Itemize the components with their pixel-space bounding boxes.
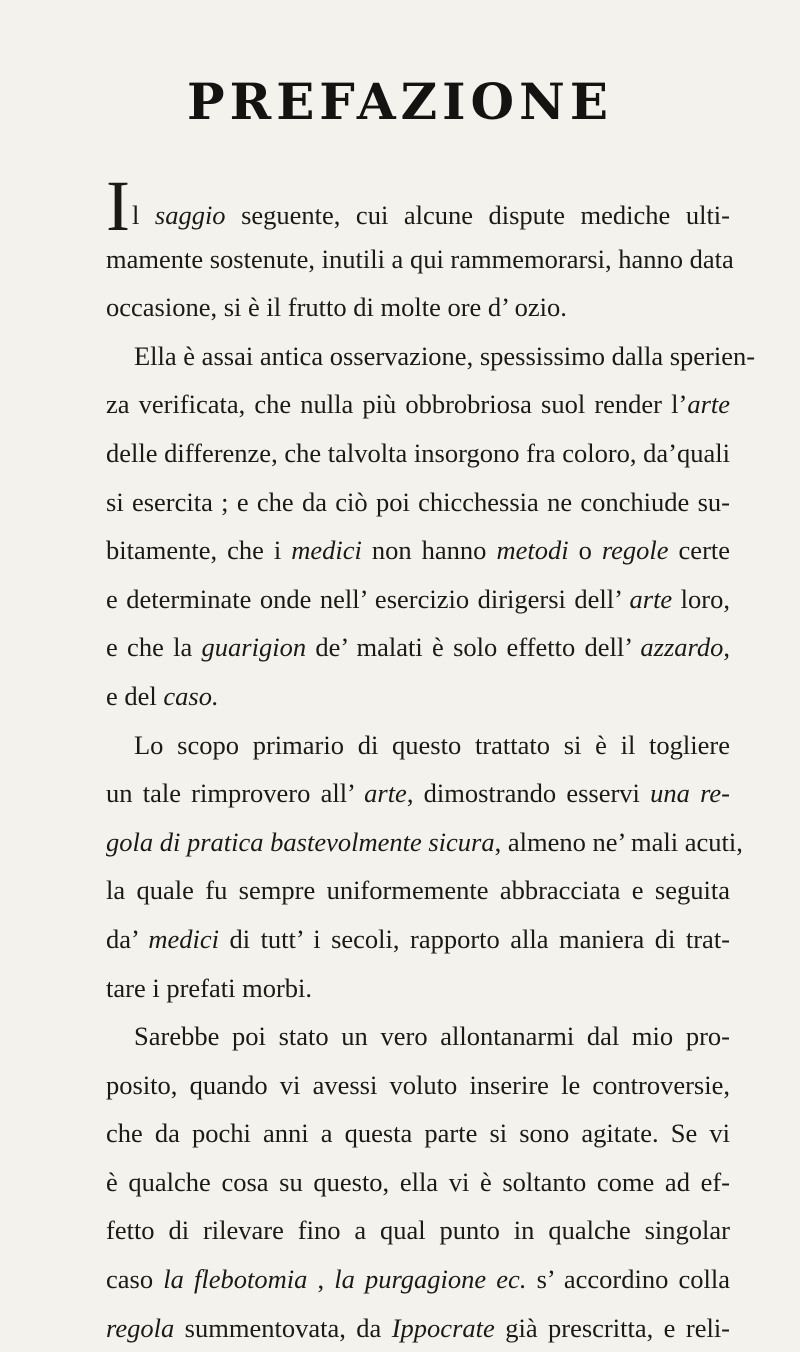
text-span: di tutt’ i secoli, rapporto alla maniera di trat- <box>219 923 731 954</box>
italic-span: azzardo <box>640 632 724 663</box>
text-line <box>106 769 730 818</box>
italic-span: arte <box>364 778 407 809</box>
text-line: posito, quando vi avessi voluto inserire le controversie, <box>106 1069 730 1100</box>
text-span: da’ <box>106 923 149 954</box>
text-span: seguente, cui alcune dispute mediche ulti- <box>225 200 730 230</box>
text-line: delle differenze, che talvolta insorgono fra coloro, da’quali <box>106 437 730 468</box>
text-span: loro, <box>672 583 730 614</box>
text-line <box>106 818 743 867</box>
text-span: già prescritta, e reli- <box>494 1312 731 1343</box>
text-line: mamente sostenute, inutili a qui rammemorarsi, hanno data <box>106 243 734 274</box>
italic-span: metodi <box>496 535 569 566</box>
text-span: , almeno ne’ mali acuti, <box>494 826 743 857</box>
text-line <box>106 526 730 575</box>
text-span: s’ accordino colla <box>526 1264 730 1295</box>
italic-span: arte <box>687 389 730 420</box>
text-line: Sarebbe poi stato un vero allontanarmi dal mio pro- <box>134 1021 730 1052</box>
text-line: tare i prefati morbi. <box>106 972 313 1003</box>
text-span: , dimostrando esservi <box>406 778 651 809</box>
text-line: occasione, si è il frutto di molte ore d’ ozio. <box>106 292 567 323</box>
text-line <box>106 915 730 964</box>
text-span: e determinate onde nell’ esercizio dirigersi dell’ <box>106 583 630 614</box>
text-line: Ella è assai antica osservazione, spessissimo dalla sperien- <box>134 340 756 371</box>
text-line <box>106 575 730 624</box>
text-span: certe <box>668 535 731 566</box>
text-span: caso <box>106 1264 164 1295</box>
text-line <box>106 623 730 672</box>
text-line: la quale fu sempre uniformemente abbracciata e seguita <box>106 875 730 906</box>
italic-span: Ippocrate <box>391 1312 495 1343</box>
text-line: che da pochi anni a questa parte si sono agitate. Se vi <box>106 1118 730 1149</box>
text-line: Lo scopo primario di questo trattato si è il togliere <box>134 729 730 760</box>
italic-span: regole <box>601 535 669 566</box>
italic-span: caso. <box>163 680 219 711</box>
italic-span: saggio <box>154 200 226 230</box>
text-span: summentovata, da <box>174 1312 392 1343</box>
italic-span: medici <box>291 535 362 566</box>
italic-span: la purgagione ec. <box>334 1264 527 1295</box>
italic-span: la flebotomia <box>163 1264 308 1295</box>
text-line: si esercita ; e che da ciò poi chicchessia ne conchiude su- <box>106 486 730 517</box>
italic-span: regola <box>106 1312 175 1343</box>
italic-span: medici <box>148 923 219 954</box>
text-line: è qualche cosa su questo, ella vi è soltanto come ad ef- <box>106 1166 730 1197</box>
text-line <box>106 380 730 429</box>
text-span: , <box>307 1264 335 1295</box>
text-line <box>106 166 730 246</box>
text-span: za verificata, che nulla più obbrobriosa suol render l’ <box>106 389 688 420</box>
text-span: e che la <box>106 632 202 663</box>
text-line <box>106 672 730 721</box>
text-line <box>106 1304 730 1352</box>
page-title: PREFAZIONE <box>187 72 613 131</box>
text-span: l <box>131 200 155 230</box>
text-span: de’ malati è solo effetto dell’ <box>306 632 641 663</box>
text-span: , <box>723 632 730 663</box>
text-line: fetto di rilevare fino a qual punto in qualche singolar <box>106 1215 730 1246</box>
drop-cap: I <box>106 166 130 246</box>
italic-span: una re- <box>650 778 730 809</box>
text-span: o <box>568 535 602 566</box>
italic-span: guarigion <box>201 632 307 663</box>
text-span: non hanno <box>361 535 497 566</box>
text-line <box>106 1255 730 1304</box>
italic-span: gola di pratica bastevolmente sicura <box>106 826 495 857</box>
text-span: e del <box>106 680 164 711</box>
text-span: bitamente, che i <box>106 535 292 566</box>
text-span: un tale rimprovero all’ <box>106 778 365 809</box>
italic-span: arte <box>629 583 673 614</box>
body-text <box>106 166 756 1352</box>
